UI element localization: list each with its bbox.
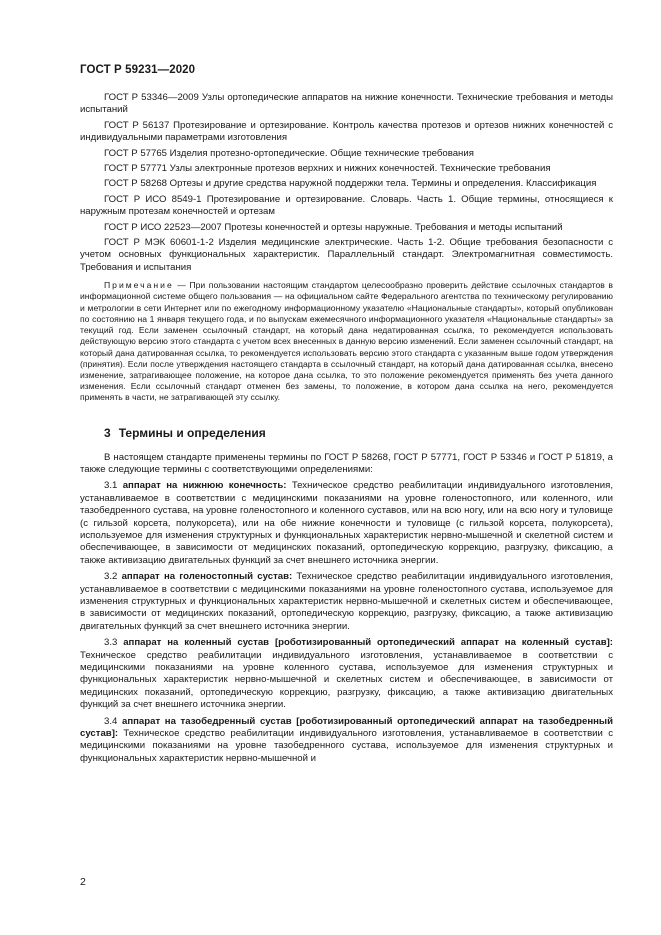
reference-item: ГОСТ Р МЭК 60601-1-2 Изделия медицинские электрические. Часть 1-2. Общие требования безопасности с учетом основных функциональных характеристик. Параллельный стандарт. Электромагнитная совместимость. Требования и испытания: [80, 237, 613, 273]
term-text: Техническое средство реабилитации индивидуального изготовления, устанавливаемое в соответствии с медицинскими показаниями на уровне голеностопного, или коленного, или тазобедренного сустава, на уровне голеностопного и коленного суставов, или на всю ногу, или на всю ногу и туловище (с гильзой корсета, полукорсета), или на обе нижние конечности и туловище (с гильзой корсета, полукорсета), используемое для изменения структурных и функциональных характеристик нервно-мышечной и скелетной систем и обеспечивающее, в зависимости от медицинских показаний, ортопедическую коррекцию, разгрузку, фиксацию, а также активизацию двигательных функций за счет внешнего источника энергии.: [80, 480, 614, 566]
term-text: Техническое средство реабилитации индивидуального изготовления, устанавливаемое в соответствии с медицинскими показаниями на уровне тазобедренного сустава, используемое для изменения структурных и функциональных характеристик нервно-мышечной и: [80, 728, 613, 764]
term-definition: [80, 480, 613, 567]
term-name: аппарат на нижнюю конечность:: [122, 480, 287, 492]
reference-item: ГОСТ Р ИСО 8549-1 Протезирование и ортезирование. Словарь. Часть 1. Общие термины, относящиеся к наружным протезам конечностей и ортезам: [80, 193, 613, 218]
note-paragraph: [80, 280, 613, 403]
term-name: аппарат на коленный сустав [роботизированный ортопедический аппарат на коленный сустав]:: [123, 637, 613, 649]
term-number: 3.3: [104, 637, 118, 649]
page-number: 2: [80, 876, 86, 888]
term-definition: [80, 637, 613, 711]
note-label: Примечание: [104, 280, 174, 291]
section-title: Термины и определения: [118, 425, 266, 440]
term-definition: [80, 716, 613, 766]
reference-item: ГОСТ Р ИСО 22523—2007 Протезы конечностей и ортезы наружные. Требования и методы испытаний: [104, 221, 563, 233]
term-number: 3.4: [104, 715, 118, 727]
section-intro: В настоящем стандарте применены термины по ГОСТ Р 58268, ГОСТ Р 57771, ГОСТ Р 53346 и ГОСТ Р 51819, а также следующие термины с соответствующими определениями:: [80, 451, 613, 475]
reference-item: ГОСТ Р 53346—2009 Узлы ортопедические аппаратов на нижние конечности. Технические требования и методы испытаний: [80, 92, 613, 116]
section-heading: [104, 426, 613, 440]
term-text: Техническое средство реабилитации индивидуального изготовления, устанавливаемое в соответствии с медицинскими показаниями на уровне коленного сустава, используемое для изменения структурных и функциональных характеристик нервно-мышечной и скелетных систем и обеспечивающее, в зависимости от медицинских показаний, ортопедическую коррекцию, разгрузку, фиксацию, а также активизацию двигательных функций за счет внешнего источника энергии.: [80, 649, 613, 711]
reference-item: ГОСТ Р 58268 Ортезы и другие средства наружной поддержки тела. Термины и определения. Классификация: [104, 178, 597, 190]
reference-item: ГОСТ Р 57765 Изделия протезно-ортопедические. Общие технические требования: [104, 147, 474, 159]
term-number: 3.2: [104, 571, 118, 583]
reference-item: ГОСТ Р 56137 Протезирование и ортезирование. Контроль качества протезов и ортезов нижних конечностей с индивидуальными параметрами изготовления: [80, 119, 613, 144]
term-definition: [80, 571, 613, 633]
term-name: аппарат на тазобедренный сустав [роботизированный ортопедический аппарат на тазобедренный сустав]:: [80, 715, 613, 740]
term-text: Техническое средство реабилитации индивидуального изготовления, устанавливаемое в соответствии с медицинскими показаниями на уровне голеностопного сустава, используемое для изменения структурных и функциональных характеристик нервно-мышечной и скелетных систем и обеспечивающее, в зависимости от медицинских показаний, ортопедическую коррекцию, разгрузку, фиксацию, а также активизацию двигательных функций за счет внешнего источника энергии.: [80, 571, 614, 632]
note-text: — При пользовании настоящим стандартом целесообразно проверить действие ссылочных стандартов в информационной системе общего пользования — на официальном сайте Федерального агентства по техническому регулированию и метрологии в сети Интернет или по ежегодному информационному указателю «Национальные стандарты», который опубликован по состоянию на 1 января текущего года, и по выпускам ежемесячного информационного указателя «Национальные стандарты» за текущий год. Если заменен ссылочный стандарт, на который дана недатированная ссылка, то рекомендуется использовать действующую версию этого стандарта с учетом всех внесенных в данную версию изменений. Если заменен ссылочный стандарт, на который дана датированная ссылка, то рекомендуется использовать версию этого стандарта с указанным выше годом утверждения (принятия). Если после утверждения настоящего стандарта в ссылочный стандарт, на который дана датированная ссылка, внесено изменение, затрагивающее положение, на которое дана ссылка, то это положение рекомендуется применять без учета данного изменения. Если ссылочный стандарт отменен без замены, то положение, в котором дана ссылка на него, рекомендуется применять в части, не затрагивающей эту ссылку.: [80, 280, 613, 403]
references-list: [80, 92, 613, 274]
section-number: 3: [104, 425, 111, 440]
reference-item: ГОСТ Р 57771 Узлы электронные протезов верхних и нижних конечностей. Технические требования: [104, 163, 551, 175]
term-name: аппарат на голеностопный сустав:: [121, 571, 293, 583]
term-number: 3.1: [104, 480, 118, 492]
document-header: ГОСТ Р 59231—2020: [80, 64, 196, 76]
page-content: [80, 92, 613, 769]
